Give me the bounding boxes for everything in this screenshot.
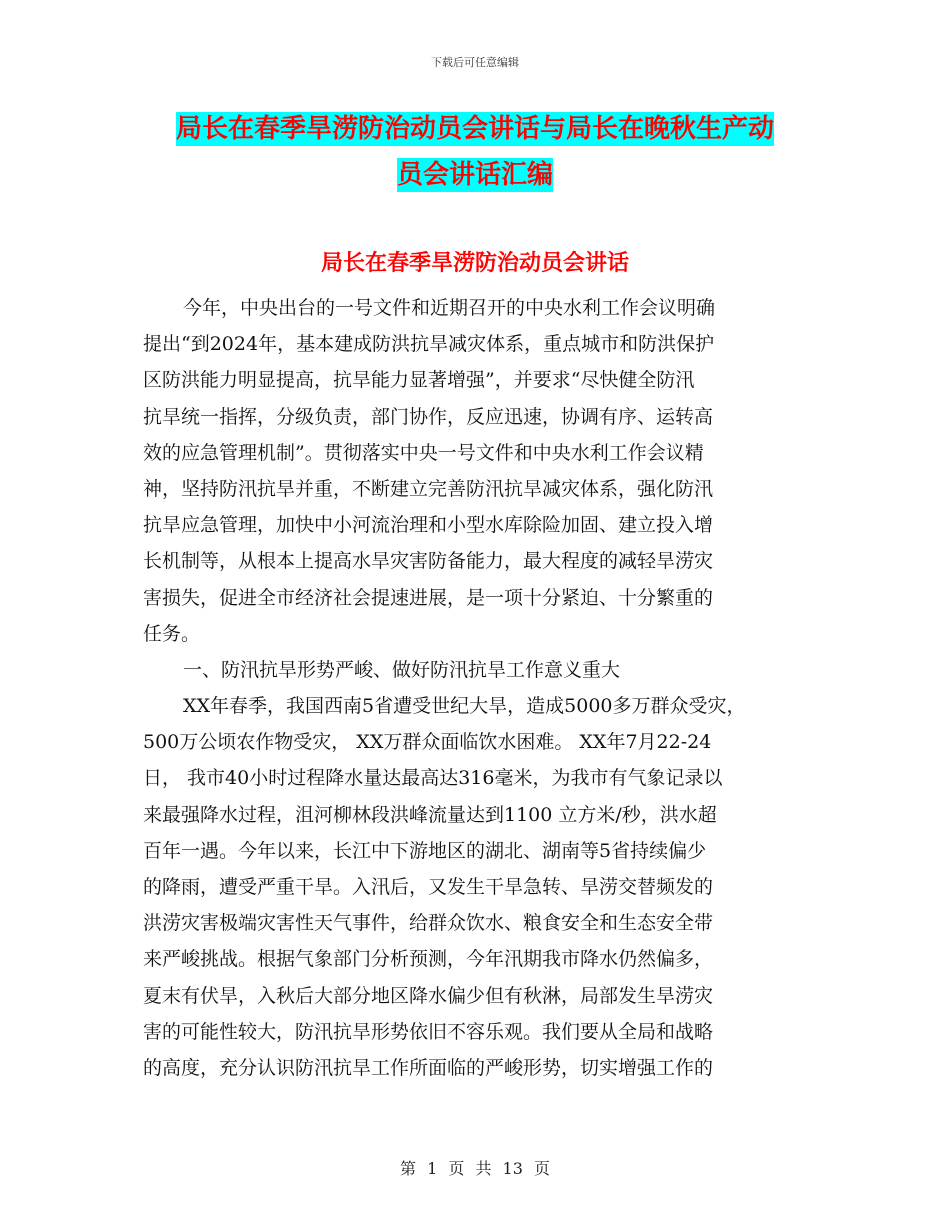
body-line: 今年，中央出台的一号文件和近期召开的中央水利工作会议明确 xyxy=(183,297,716,319)
document-title-line-1: 局长在春季旱涝防治动员会讲话与局长在晚秋生产动 xyxy=(175,114,774,144)
body-line: 的降雨，遭受严重干旱。入汛后，又发生干旱急转、旱涝交替频发的 xyxy=(143,876,714,898)
document-title-line-2: 员会讲话汇编 xyxy=(396,160,553,190)
body-line: 任务。 xyxy=(143,622,201,645)
body-line: 提出“到2024年，基本建成防洪抗旱减灾体系，重点城市和防洪保护 xyxy=(143,333,715,356)
body-line: 百年一遇。今年以来，长江中下游地区的湖北、湖南等5省持续偏少 xyxy=(143,839,707,862)
body-line: 一、防汛抗旱形势严峻、做好防汛抗旱工作意义重大 xyxy=(183,658,621,681)
body-text xyxy=(143,290,803,1086)
body-line: 日， 我市40小时过程降水量达最高达316毫米，为我市有气象记录以 xyxy=(143,767,723,790)
header-note: 下载后可任意编辑 xyxy=(431,56,519,69)
body-line: 来严峻挑战。根据气象部门分析预测，今年汛期我市降水仍然偏多， xyxy=(143,948,714,971)
body-line: 害损失，促进全市经济社会提速进展，是一项十分紧迫、十分繁重的 xyxy=(143,586,714,609)
body-line: 害的可能性较大，防汛抗旱形势依旧不容乐观。我们要从全局和战略 xyxy=(143,1020,714,1043)
body-line: 夏末有伏旱，入秋后大部分地区降水偏少但有秋淋，局部发生旱涝灾 xyxy=(143,984,714,1007)
body-line: 来最强降水过程，沮河柳林段洪峰流量达到1100 立方米/秒，洪水超 xyxy=(143,803,717,826)
document-title xyxy=(0,106,950,198)
body-line: 500万公顷农作物受灾， XX万群众面临饮水困难。 XX年7月22-24 xyxy=(143,731,712,754)
body-line: 效的应急管理机制”。贯彻落实中央一号文件和中央水利工作会议精 xyxy=(143,441,704,464)
section-title: 局长在春季旱涝防治动员会讲话 xyxy=(320,251,629,276)
body-line: 的高度，充分认识防汛抗旱工作所面临的严峻形势，切实增强工作的 xyxy=(143,1056,714,1079)
body-line: XX年春季，我国西南5省遭受世纪大旱，造成5000多万群众受灾， xyxy=(183,695,746,718)
body-line: 区防洪能力明显提高，抗旱能力显著增强”，并要求“尽快健全防汛 xyxy=(143,369,695,392)
body-line: 长机制等，从根本上提高水旱灾害防备能力，最大程度的减轻旱涝灾 xyxy=(143,550,714,573)
body-line: 神，坚持防汛抗旱并重，不断建立完善防汛抗旱减灾体系，强化防汛 xyxy=(143,477,714,500)
page-footer: 第 1 页 共 13 页 xyxy=(400,1159,550,1178)
body-line: 抗旱应急管理，加快中小河流治理和小型水库除险加固、建立投入增 xyxy=(143,514,714,537)
body-line: 洪涝灾害极端灾害性天气事件，给群众饮水、粮食安全和生态安全带 xyxy=(143,912,714,935)
body-line: 抗旱统一指挥，分级负责，部门协作，反应迅速，协调有序、运转高 xyxy=(143,405,714,428)
